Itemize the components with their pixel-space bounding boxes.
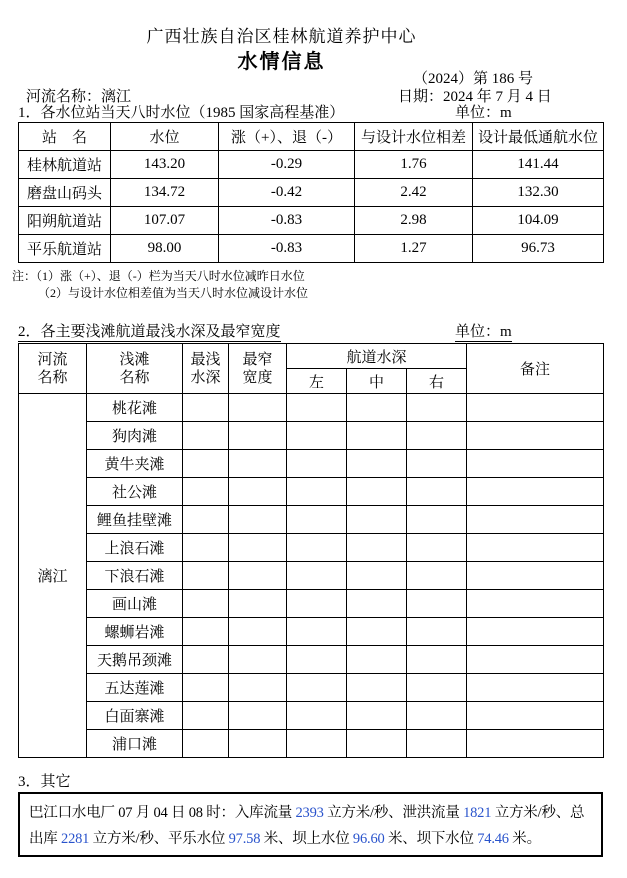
- cell-depth-right: [407, 450, 467, 478]
- col-channel-mid: 中: [347, 369, 407, 394]
- cell-remark: [467, 506, 604, 534]
- box-text: 立方米/秒、泄洪流量: [323, 805, 464, 821]
- cell-shoal-name: 黄牛夹滩: [87, 450, 183, 478]
- box-number-upstream-level: 96.60: [352, 831, 385, 847]
- cell-min-width: [229, 646, 287, 674]
- issue-number: （2024）第 186 号: [412, 71, 533, 87]
- section1-unit-label: [455, 101, 512, 122]
- cell-depth-mid: [347, 562, 407, 590]
- cell-shoal-name: 社公滩: [87, 478, 183, 506]
- shoal-row: [19, 646, 604, 674]
- cell-depth-mid: [347, 394, 407, 422]
- col-channel-depth: 航道水深: [287, 344, 467, 369]
- col-min-width-line1: 最窄: [242, 351, 273, 368]
- cell-min-depth: [183, 478, 229, 506]
- section2-heading: [18, 320, 281, 341]
- cell-depth-mid: [347, 674, 407, 702]
- cell-shoal-name: 白面寨滩: [87, 702, 183, 730]
- cell-depth-right: [407, 702, 467, 730]
- cell-depth-left: [287, 534, 347, 562]
- col-min-depth: [183, 344, 229, 394]
- shoal-row: [19, 674, 604, 702]
- cell-remark: [467, 394, 604, 422]
- cell-depth-mid: [347, 422, 407, 450]
- cell-depth-mid: [347, 506, 407, 534]
- cell-change: -0.42: [219, 179, 355, 207]
- note-1: 注：（1）涨（+）、退（-）栏为当天八时水位减昨日水位: [12, 269, 305, 283]
- cell-depth-right: [407, 618, 467, 646]
- cell-depth-left: [287, 618, 347, 646]
- river-name-label: 河流名称：漓江: [26, 89, 132, 105]
- box-text: 米。: [508, 831, 541, 847]
- cell-shoal-name: 上浪石滩: [87, 534, 183, 562]
- cell-depth-left: [287, 506, 347, 534]
- box-number-downstream-level: 74.46: [477, 831, 509, 847]
- cell-depth-mid: [347, 618, 407, 646]
- cell-min-width: [229, 730, 287, 758]
- shoal-row: [19, 618, 604, 646]
- cell-diff: 1.27: [355, 235, 473, 263]
- cell-shoal-name: 画山滩: [87, 590, 183, 618]
- note-2: （2）与设计水位相差值为当天八时水位减设计水位: [38, 286, 309, 300]
- cell-remark: [467, 534, 604, 562]
- shoal-row: [19, 590, 604, 618]
- document-title: 水情信息: [237, 51, 326, 73]
- cell-shoal-name: 桃花滩: [87, 394, 183, 422]
- col-min-depth-line2: 水深: [190, 369, 221, 386]
- col-remark: 备注: [467, 344, 604, 394]
- box-text: 立方米/秒、总: [491, 805, 585, 821]
- cell-depth-left: [287, 730, 347, 758]
- cell-depth-right: [407, 646, 467, 674]
- box-text: 巴江口水电厂 07 月 04 日 08 时：入库流量: [29, 805, 296, 821]
- cell-min-width: [229, 450, 287, 478]
- cell-station: 阳朔航道站: [19, 207, 111, 235]
- water-level-table: [18, 122, 604, 263]
- cell-remark: [467, 702, 604, 730]
- col-channel-right: 右: [407, 369, 467, 394]
- cell-min-width: [229, 394, 287, 422]
- col-min-nav-level: 设计最低通航水位: [473, 123, 604, 151]
- cell-remark: [467, 674, 604, 702]
- cell-depth-left: [287, 478, 347, 506]
- cell-depth-mid: [347, 534, 407, 562]
- col-river-name: [19, 344, 87, 394]
- col-min-depth-line1: 最浅: [190, 351, 221, 368]
- cell-min-depth: [183, 450, 229, 478]
- cell-remark: [467, 450, 604, 478]
- cell-depth-left: [287, 674, 347, 702]
- cell-diff: 1.76: [355, 151, 473, 179]
- shoal-row: [19, 422, 604, 450]
- cell-shoal-name: 浦口滩: [87, 730, 183, 758]
- col-station-name: 站 名: [19, 123, 111, 151]
- cell-level: 107.07: [111, 207, 219, 235]
- cell-min-width: [229, 562, 287, 590]
- col-channel-left: 左: [287, 369, 347, 394]
- cell-min-width: [229, 618, 287, 646]
- cell-min-nav: 96.73: [473, 235, 604, 263]
- cell-level: 98.00: [111, 235, 219, 263]
- cell-depth-mid: [347, 730, 407, 758]
- cell-depth-left: [287, 422, 347, 450]
- cell-min-depth: [183, 590, 229, 618]
- cell-depth-left: [287, 590, 347, 618]
- cell-shoal-name: 天鹅吊颈滩: [87, 646, 183, 674]
- box-text: 立方米/秒、平乐水位: [89, 831, 229, 847]
- cell-min-width: [229, 506, 287, 534]
- section3-heading: [18, 770, 252, 794]
- cell-min-width: [229, 674, 287, 702]
- shoal-row: [19, 702, 604, 730]
- organization-title: 广西壮族自治区桂林航道养护中心: [146, 27, 417, 46]
- cell-min-depth: [183, 422, 229, 450]
- cell-station: 桂林航道站: [19, 151, 111, 179]
- cell-station: 磨盘山码头: [19, 179, 111, 207]
- section2-unit-text: 单位：m: [455, 324, 512, 340]
- cell-depth-right: [407, 730, 467, 758]
- cell-depth-right: [407, 590, 467, 618]
- shoal-row: [19, 534, 604, 562]
- shoal-row: [19, 450, 604, 478]
- cell-depth-left: [287, 702, 347, 730]
- cell-shoal-name: 鲤鱼挂壁滩: [87, 506, 183, 534]
- box-number-inflow: 2393: [295, 805, 324, 821]
- cell-depth-mid: [347, 450, 407, 478]
- cell-level: 143.20: [111, 151, 219, 179]
- cell-min-depth: [183, 394, 229, 422]
- col-shoal-name: [87, 344, 183, 394]
- cell-remark: [467, 618, 604, 646]
- shoal-row: [19, 562, 604, 590]
- cell-depth-right: [407, 478, 467, 506]
- cell-change: -0.83: [219, 207, 355, 235]
- shoal-row: [19, 394, 604, 422]
- cell-depth-right: [407, 506, 467, 534]
- cell-depth-right: [407, 674, 467, 702]
- col-min-width-line2: 宽度: [242, 369, 273, 386]
- cell-remark: [467, 590, 604, 618]
- cell-remark: [467, 422, 604, 450]
- cell-change: -0.29: [219, 151, 355, 179]
- section1-heading-text: 1．各水位站当天八时水位（1985 国家高程基准）: [18, 105, 345, 121]
- cell-min-depth: [183, 674, 229, 702]
- box-text: 出库: [29, 831, 62, 847]
- cell-depth-right: [407, 422, 467, 450]
- cell-depth-left: [287, 450, 347, 478]
- cell-remark: [467, 562, 604, 590]
- col-min-width: [229, 344, 287, 394]
- cell-min-depth: [183, 730, 229, 758]
- cell-station: 平乐航道站: [19, 235, 111, 263]
- cell-river-name: 漓江: [19, 394, 87, 758]
- cell-shoal-name: 下浪石滩: [87, 562, 183, 590]
- cell-remark: [467, 478, 604, 506]
- cell-min-nav: 104.09: [473, 207, 604, 235]
- cell-min-width: [229, 590, 287, 618]
- col-diff-design: 与设计水位相差: [355, 123, 473, 151]
- col-shoal-line2: 名称: [119, 369, 150, 386]
- water-level-header-row: [19, 123, 604, 151]
- cell-min-width: [229, 478, 287, 506]
- col-river-line1: 河流: [37, 351, 68, 368]
- cell-shoal-name: 五达莲滩: [87, 674, 183, 702]
- cell-min-width: [229, 422, 287, 450]
- col-rise-fall: 涨（+）、退（-）: [219, 123, 355, 151]
- cell-depth-left: [287, 394, 347, 422]
- shoal-row: [19, 506, 604, 534]
- table-row: [19, 235, 604, 263]
- cell-remark: [467, 730, 604, 758]
- cell-min-depth: [183, 534, 229, 562]
- col-river-line2: 名称: [37, 369, 68, 386]
- other-info-box: [18, 792, 603, 857]
- section1-unit-text: 单位：m: [455, 105, 512, 121]
- cell-diff: 2.98: [355, 207, 473, 235]
- box-number-spillway: 1821: [463, 805, 492, 821]
- cell-depth-right: [407, 534, 467, 562]
- date-label: 日期：2024 年 7 月 4 日: [398, 89, 552, 105]
- section2-unit-label: [455, 320, 512, 341]
- section2-heading-text: 2．各主要浅滩航道最浅水深及最窄宽度: [18, 324, 281, 340]
- cell-depth-mid: [347, 702, 407, 730]
- cell-level: 134.72: [111, 179, 219, 207]
- table-row: [19, 179, 604, 207]
- cell-shoal-name: 螺蛳岩滩: [87, 618, 183, 646]
- box-text: 米、坝上水位: [260, 831, 353, 847]
- cell-min-nav: 141.44: [473, 151, 604, 179]
- cell-min-depth: [183, 646, 229, 674]
- section3-heading-text: 3．其它: [18, 770, 252, 794]
- cell-min-depth: [183, 506, 229, 534]
- cell-shoal-name: 狗肉滩: [87, 422, 183, 450]
- cell-depth-mid: [347, 478, 407, 506]
- cell-min-width: [229, 534, 287, 562]
- col-shoal-line1: 浅滩: [119, 351, 150, 368]
- cell-depth-right: [407, 562, 467, 590]
- box-number-outflow: 2281: [61, 831, 90, 847]
- cell-depth-right: [407, 394, 467, 422]
- box-text: 米、坝下水位: [384, 831, 478, 847]
- cell-change: -0.83: [219, 235, 355, 263]
- cell-min-depth: [183, 562, 229, 590]
- cell-diff: 2.42: [355, 179, 473, 207]
- table-row: [19, 207, 604, 235]
- col-water-level: 水位: [111, 123, 219, 151]
- cell-depth-mid: [347, 590, 407, 618]
- cell-min-width: [229, 702, 287, 730]
- cell-min-depth: [183, 702, 229, 730]
- cell-depth-left: [287, 646, 347, 674]
- cell-depth-left: [287, 562, 347, 590]
- shoal-depth-table: [18, 343, 604, 758]
- shoal-row: [19, 478, 604, 506]
- shoal-header-row-1: [19, 344, 604, 369]
- cell-min-nav: 132.30: [473, 179, 604, 207]
- cell-remark: [467, 646, 604, 674]
- cell-depth-mid: [347, 646, 407, 674]
- cell-min-depth: [183, 618, 229, 646]
- section1-heading: [18, 101, 344, 122]
- table-row: [19, 151, 604, 179]
- box-number-pingle-level: 97.58: [228, 831, 261, 847]
- shoal-row: [19, 730, 604, 758]
